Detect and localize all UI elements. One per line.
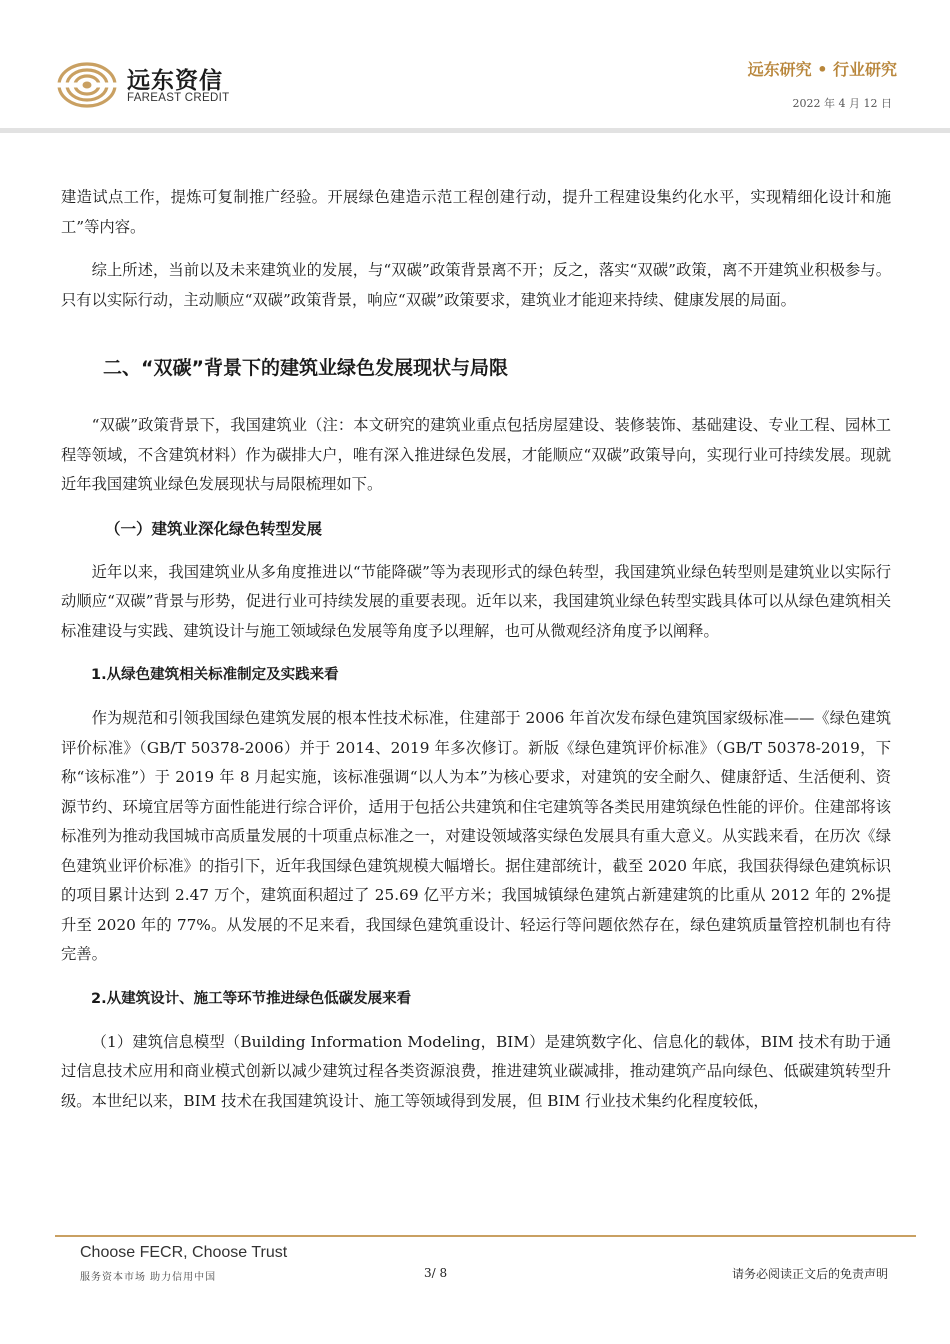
brand-name-cn: 远东资信 xyxy=(127,68,223,94)
report-date: 2022 年 4 月 12 日 xyxy=(792,97,892,110)
paragraph: 近年以来，我国建筑业从多角度推进以“节能降碳”等为表现形式的绿色转型，我国建筑业绿色转型则是建筑业以实际行动顺应“双碳”背景与形势，促进行业可持续发展的重要表现。近年以来，我国建筑业绿色转型实践具体可以从绿色建筑相关标准建设与实践、建筑设计与施工领域绿色发展等角度予以理解，也可从微观经济角度予以阐释。 xyxy=(61,562,891,640)
point-heading: 2.从建筑设计、施工等环节推进绿色低碳发展来看 xyxy=(91,990,412,1007)
footer-disclaimer: 请务必阅读正文后的免责声明 xyxy=(731,1267,888,1281)
page-number: 3/ 8 xyxy=(424,1266,448,1280)
paragraph: 建造试点工作，提炼可复制推广经验。开展绿色建造示范工程创建行动，提升工程建设集约化水平，实现精细化设计和施工”等内容。 xyxy=(61,188,891,236)
paragraph: 作为规范和引领我国绿色建筑发展的根本性技术标准，住建部于 2006 年首次发布绿色建筑国家级标准——《绿色建筑评价标准》（GB/T 50378-2006）并于 2014、2019 年多次修订。新版《绿色建筑评价标准》（GB/T 50378-2019，下称“该标准”）于 2019 年 8 月起实施，该标准强调“以人为本”为核心要求，对建筑的安全耐久、健康舒适、生活便利、资源节约、环境宜居等方面性能进行综合评价，适用于包括公共建筑和住宅建筑等各类民用建筑绿色性能的评价。住建部将该标准列为推动我国城市高质量发展的十项重点标准之一，对建设领域落实绿色发展具有重大意义。从实践来看，在历次《绿色建筑业评价标准》的指引下，近年我国绿色建筑规模大幅增长。据住建部统计，截至 2020 年底，我国获得绿色建筑标识的项目累计达到 2.47 万个，建筑面积超过了 25.69 亿平方米；我国城镇绿色建筑占新建建筑的比重从 2012 年的 2%提升至 2020 年的 77%。从发展的不足来看，我国绿色建筑重设计、轻运行等问题依然存在，绿色建筑质量管控机制也有待完善。 xyxy=(61,709,891,963)
section-heading: 二、“双碳”背景下的建筑业绿色发展现状与局限 xyxy=(103,357,508,379)
subsection-heading: （一）建筑业深化绿色转型发展 xyxy=(105,519,323,538)
fareast-credit-logo-icon xyxy=(56,60,118,110)
header-divider xyxy=(0,128,950,133)
paragraph: “双碳”政策背景下，我国建筑业（注：本文研究的建筑业重点包括房屋建设、装修装饰、基础建设、专业工程、园林工程等领域，不含建筑材料）作为碳排大户，唯有深入推进绿色发展，才能顺应“双碳”政策导向，实现行业可持续发展。现就近年我国建筑业绿色发展现状与局限梳理如下。 xyxy=(61,416,891,493)
brand-name-en: FAREAST CREDIT xyxy=(127,92,230,104)
footer-sub-slogan: 服务资本市场 助力信用中国 xyxy=(80,1272,217,1283)
page-body xyxy=(61,183,891,1116)
paragraph: （1）建筑信息模型（Building Information Modeling，BIM）是建筑数字化、信息化的载体，BIM 技术有助于通过信息技术应用和商业模式创新以减少建筑过程各类资源浪费，推进建筑业碳减排，推动建筑产品向绿色、低碳建筑转型升级。本世纪以来，BIM 技术在我国建筑设计、施工等领域得到发展，但 BIM 行业技术集约化程度较低， xyxy=(61,1032,891,1110)
footer-divider xyxy=(55,1235,916,1237)
point-heading: 1.从绿色建筑相关标准制定及实践来看 xyxy=(91,667,339,683)
paragraph: 综上所述，当前以及未来建筑业的发展，与“双碳”政策背景离不开；反之，落实“双碳”政策，离不开建筑业积极参与。只有以实际行动，主动顺应“双碳”政策背景，响应“双碳”政策要求，建筑业才能迎来持续、健康发展的局面。 xyxy=(61,261,891,309)
footer-slogan: Choose FECR, Choose Trust xyxy=(80,1244,288,1261)
report-series: 远东研究 • 行业研究 xyxy=(747,60,897,79)
